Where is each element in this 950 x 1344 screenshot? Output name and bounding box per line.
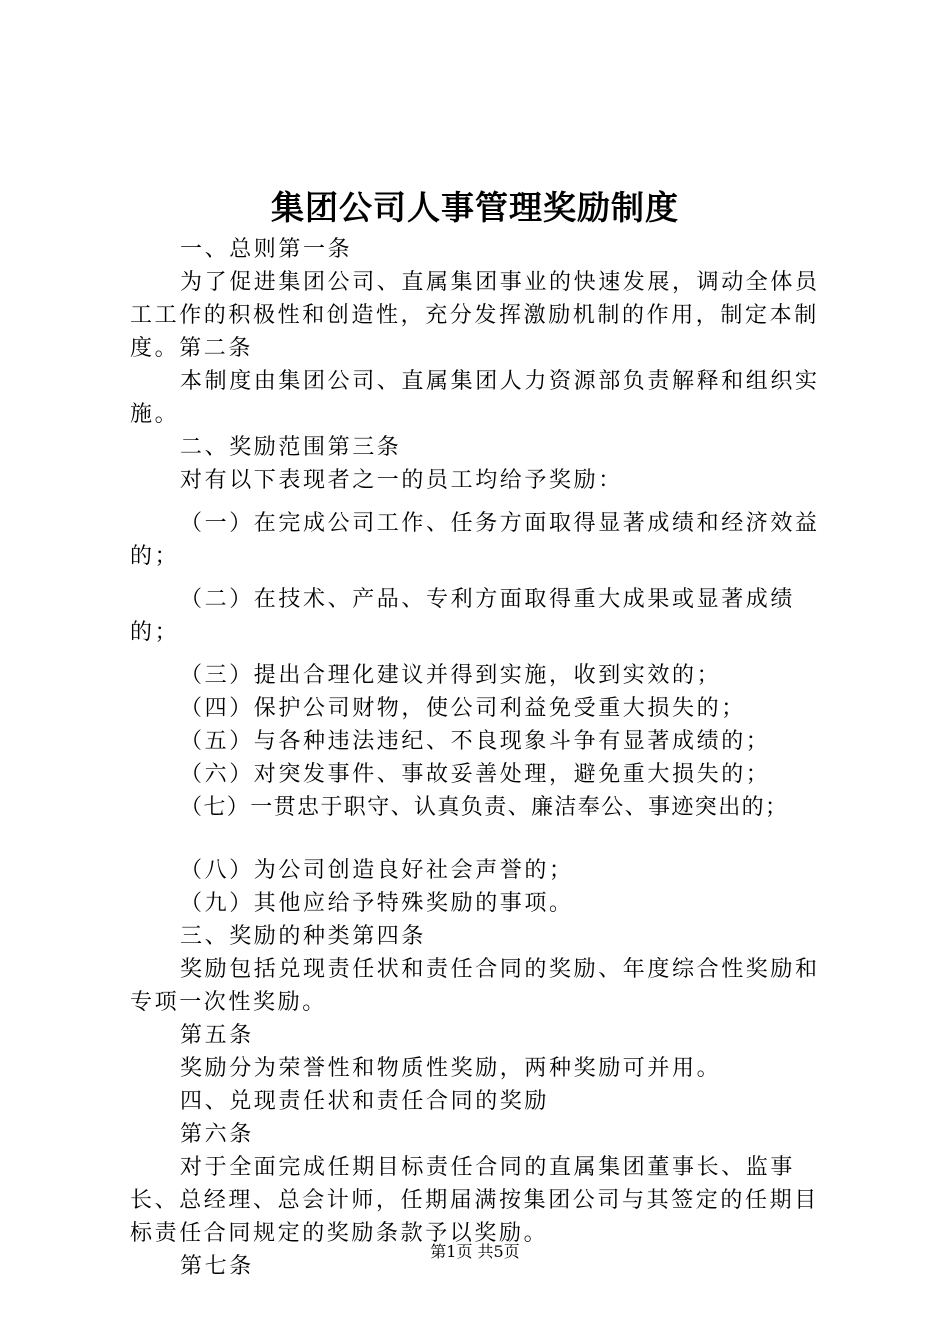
- section-heading-scope: 二、奖励范围第三条: [180, 435, 402, 460]
- section-heading-types: 三、奖励的种类第四条: [180, 924, 427, 949]
- paragraph-article-6: 对于全面完成任期目标责任合同的直属集团董事长、监事长、总经理、总会计师，任期届满按集团公司与其签定的任期目标责任合同规定的奖励条款予以奖励。: [130, 1155, 819, 1246]
- article-5-heading: 第五条: [180, 1023, 254, 1048]
- list-item-5: （五）与各种违法违纪、不良现象斗争有显著成绩的；: [180, 729, 771, 754]
- list-item-3: （三）提出合理化建议并得到实施，收到实效的；: [180, 663, 722, 688]
- list-item-9: （九）其他应给予特殊奖励的事项。: [180, 891, 574, 916]
- list-item-4: （四）保护公司财物，使公司利益免受重大损失的；: [180, 696, 746, 721]
- list-item-7: （七）一贯忠于职守、认真负责、廉洁奉公、事迹突出的；: [180, 795, 789, 820]
- document-title: 集团公司人事管理奖励制度: [271, 188, 679, 227]
- paragraph-responsibility: 本制度由集团公司、直属集团人力资源部负责解释和组织实施。: [130, 369, 820, 427]
- article-6-heading: 第六条: [180, 1122, 254, 1147]
- list-item-8: （八）为公司创造良好社会声誉的；: [180, 858, 574, 883]
- paragraph-award-forms: 奖励分为荣誉性和物质性奖励，两种奖励可并用。: [180, 1056, 722, 1081]
- section-heading-general: 一、总则第一条: [180, 237, 353, 262]
- list-item-6: （六）对突发事件、事故妥善处理，避免重大损失的；: [180, 762, 771, 787]
- paragraph-purpose: 为了促进集团公司、直属集团事业的快速发展，调动全体员工工作的积极性和创造性，充分发挥激励机制的作用，制定本制度。第二条: [130, 270, 820, 361]
- article-7-heading: 第七条: [180, 1254, 254, 1279]
- page-footer: 第1页 共5页: [430, 1242, 520, 1261]
- section-heading-contract-awards: 四、兑现责任状和责任合同的奖励: [180, 1089, 550, 1114]
- paragraph-scope-intro: 对有以下表现者之一的员工均给予奖励：: [180, 468, 623, 493]
- document-body: [130, 233, 830, 1283]
- list-item-2: （二）在技术、产品、专利方面取得重大成果或显著成绩的；: [130, 587, 796, 645]
- paragraph-award-types: 奖励包括兑现责任状和责任合同的奖励、年度综合性奖励和专项一次性奖励。: [130, 957, 820, 1015]
- spacer: [130, 824, 830, 846]
- list-item-1: （一）在完成公司工作、任务方面取得显著成绩和经济效益的；: [130, 511, 820, 569]
